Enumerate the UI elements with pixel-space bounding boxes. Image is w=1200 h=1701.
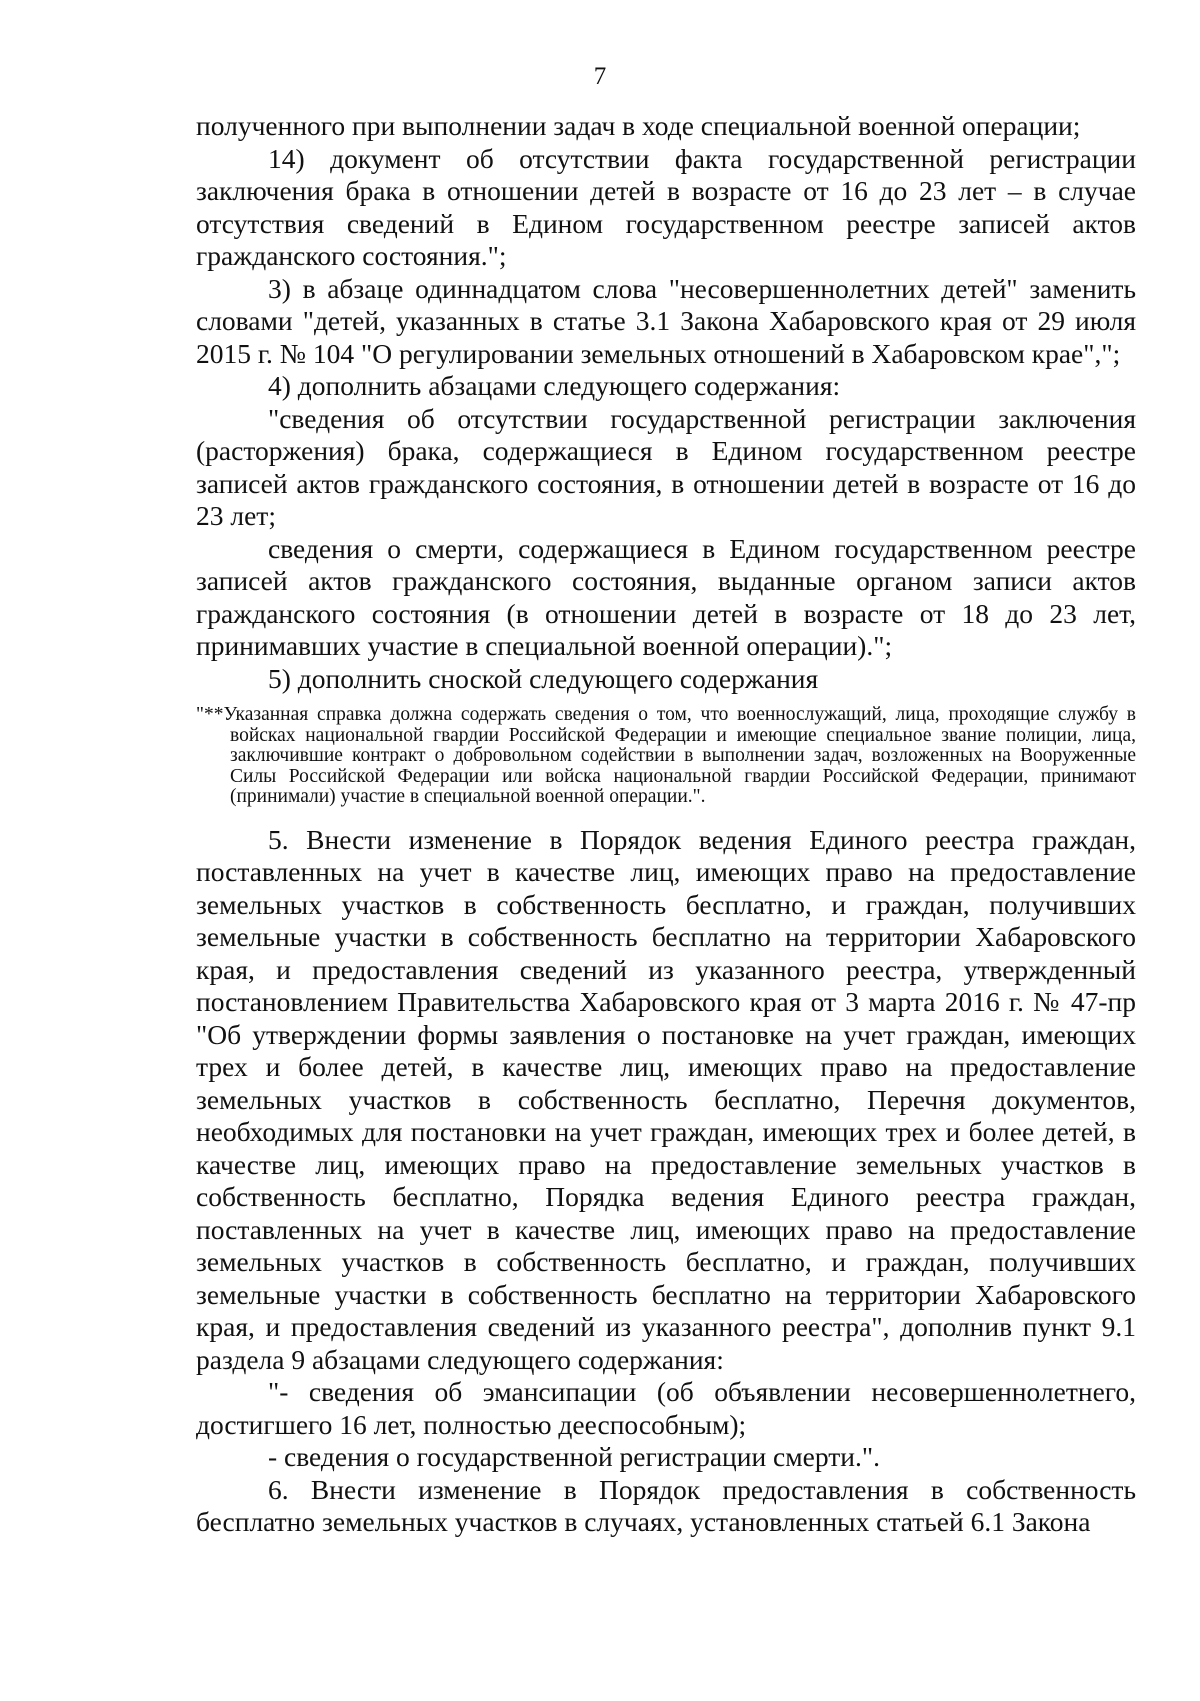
section-block [196, 824, 1136, 1539]
document-body [196, 110, 1136, 1539]
footnote-text: "**Указанная справка должна содержать сведения о том, что военнослужащий, лица, проходящие службу в войсках национальной гвардии Российской Федерации и имеющие специальное звание полиции, лица, заключившие контракт о добровольном содействии в выполнении задач, возложенных на Вооруженные Силы Российской Федерации или войска национальной гвардии Российской Федерации, принимают (принимали) участие в специальной военной операции.". [196, 704, 1136, 807]
paragraph-section-6: 6. Внести изменение в Порядок предоставления в собственность бесплатно земельных участков в случаях, установленных статьей 6.1 Закона [196, 1473, 1136, 1537]
paragraph-death-registration: - сведения о государственной регистрации смерти.". [268, 1441, 880, 1472]
paragraph-quote-2: сведения о смерти, содержащиеся в Едином государственном реестре записей актов гражданского состояния, выданные органом записи актов гражданского состояния (в отношении детей в возрасте от 18 до 23 лет, принимавших участие в специальной военной операции)."; [196, 532, 1136, 661]
paragraph-item-3: 3) в абзаце одиннадцатом слова "несовершеннолетних детей" заменить словами "детей, указанных в статье 3.1 Закона Хабаровского края от 29 июля 2015 г. № 104 "О регулировании земельных отношений в Хабаровском крае","; [196, 272, 1136, 369]
paragraph-emancipation: "- сведения об эмансипации (об объявлении несовершеннолетнего, достигшего 16 лет, полностью дееспособным); [196, 1376, 1136, 1440]
paragraph-item-5: 5) дополнить сноской следующего содержания [268, 662, 819, 694]
paragraph-quote-1: "сведения об отсутствии государственной регистрации заключения (расторжения) брака, содержащиеся в Едином государственном реестре записей актов гражданского состояния, в отношении детей в возрасте от 16 до 23 лет; [196, 402, 1136, 531]
page-number: 7 [593, 63, 607, 90]
paragraph-item-4: 4) дополнить абзацами следующего содержания: [268, 370, 841, 401]
paragraph-continuation: полученного при выполнении задач в ходе специальной военной операции; [196, 110, 1081, 141]
paragraph-item-14: 14) документ об отсутствии факта государственной регистрации заключения брака в отношении детей в возрасте от 16 до 23 лет – в случае отсутствия сведений в Едином государственном реестре записей актов гражданского состояния."; [196, 142, 1136, 271]
paragraph-section-5: 5. Внести изменение в Порядок ведения Единого реестра граждан, поставленных на учет в качестве лиц, имеющих право на предоставление земельных участков в собственность бесплатно, и граждан, получивших земельные участки в собственность бесплатно на территории Хабаровского края, и предоставления сведений из указанного реестра, утвержденный постановлением Правительства Хабаровского края от 3 марта 2016 г. № 47-пр "Об утверждении формы заявления о постановке на учет граждан, имеющих трех и более детей, в качестве лиц, имеющих право на предоставление земельных участков в собственность бесплатно, Перечня документов, необходимых для постановки на учет граждан, имеющих трех и более детей, в качестве лиц, имеющих право на предоставление земельных участков в собственность бесплатно, Порядка ведения Единого реестра граждан, поставленных на учет в качестве лиц, имеющих право на предоставление земельных участков в собственность бесплатно, и граждан, получивших земельные участки в собственность бесплатно на территории Хабаровского края, и предоставления сведений из указанного реестра", дополнив пункт 9.1 раздела 9 абзацами следующего содержания: [196, 823, 1136, 1375]
